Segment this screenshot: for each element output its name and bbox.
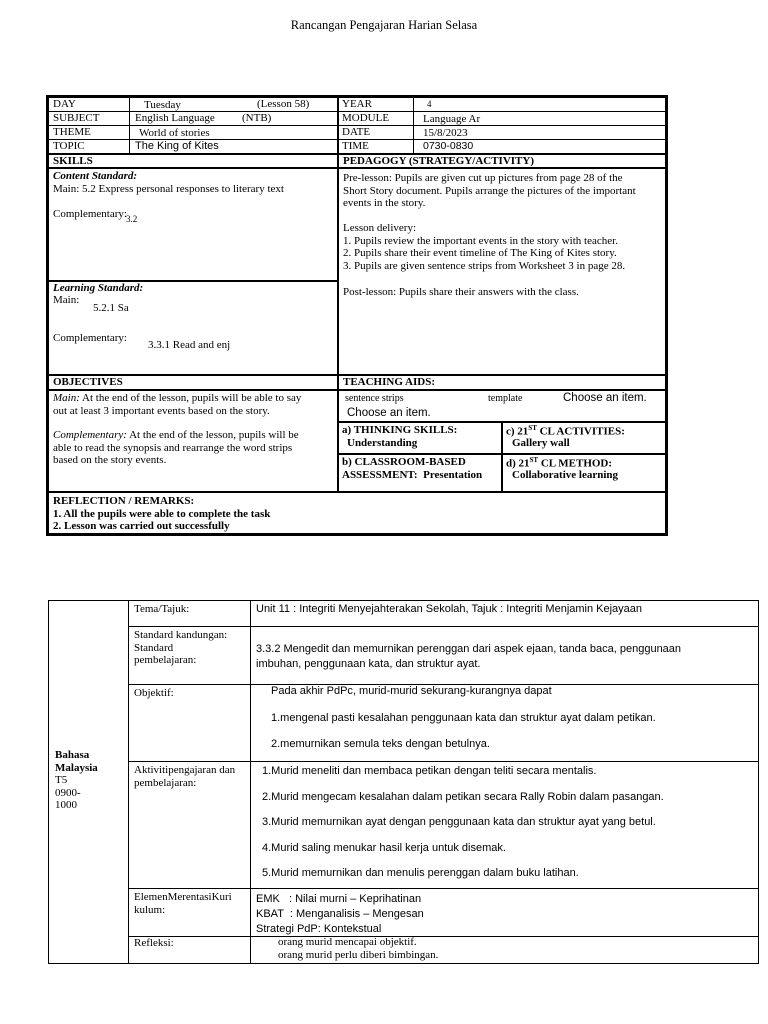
learning-standard-label: Learning Standard:: [53, 282, 144, 294]
choose-item-dropdown-2[interactable]: Choose an item.: [347, 407, 431, 419]
objektif-intro: Pada akhir PdPc, murid-murid sekurang-kurangnya dapat: [271, 685, 552, 697]
objective-main-line-1: At the end of the lesson, pupils will be able to say: [79, 392, 302, 404]
lesson-delivery-step-3: 3. Pupils are given sentence strips from Worksheet 3 in page 28.: [343, 259, 626, 272]
aktiviti-item-5: 5.Murid memurnikan dan menulis perenggan dalam buku latihan.: [262, 867, 579, 879]
cl-activities-sup: ST: [528, 424, 537, 432]
date-label: DATE: [342, 126, 371, 138]
reflection-heading: REFLECTION / REMARKS:: [53, 495, 195, 507]
aktiviti-item-4: 4.Murid saling menukar hasil kerja untuk disemak.: [262, 842, 506, 854]
learning-main-value: 5.2.1 Sa: [93, 302, 129, 314]
content-complementary-value: 3.2: [126, 214, 138, 224]
day-value: Tuesday: [144, 99, 181, 111]
cl-method-value[interactable]: Collaborative learning: [512, 469, 619, 481]
objektif-label: Objektif:: [134, 687, 174, 699]
subject-value: English Language: [135, 112, 215, 124]
aktiviti-item-1: 1.Murid meneliti dan membaca petikan dengan teliti secara mentalis.: [262, 765, 597, 777]
standard-label-line-2: Standard: [134, 641, 174, 654]
objective-complementary-line-3: based on the story events.: [53, 454, 167, 466]
standard-value-line-2: imbuhan, penggunaan kata, dan struktur ayat.: [256, 658, 481, 670]
tema-label: Tema/Tajuk:: [134, 603, 190, 615]
lesson-delivery-label: Lesson delivery:: [343, 222, 417, 234]
post-lesson: Post-lesson: Pupils share their answers with the class.: [343, 286, 579, 298]
cl-activities-suffix: CL ACTIVITIES:: [536, 425, 625, 438]
standard-label-line-3: pembelajaran:: [134, 654, 197, 666]
refleksi-line-2: orang murid perlu diberi bimbingan.: [278, 948, 439, 961]
aktiviti-item-3: 3.Murid memurnikan ayat dengan penggunaan kata dan struktur ayat yang betul.: [262, 816, 656, 828]
lesson-delivery-step-1: 1. Pupils review the important events in the story with teacher.: [343, 234, 618, 247]
pedagogy-heading: PEDAGOGY (STRATEGY/ACTIVITY): [343, 155, 534, 167]
choose-item-dropdown-1[interactable]: Choose an item.: [563, 392, 647, 404]
cl-method-sup: ST: [529, 456, 539, 464]
elemen-emk: EMK : Nilai murni – Keprihatinan: [256, 893, 422, 905]
time-value: 0730-0830: [423, 140, 474, 152]
skills-heading: SKILLS: [53, 155, 93, 167]
subject-extra: (NTB): [242, 112, 272, 124]
elemen-label-line-1: ElemenMerentasiKuri: [134, 891, 232, 903]
cl-activities-value[interactable]: Gallery wall: [512, 437, 570, 449]
subject-label: SUBJECT: [53, 112, 100, 124]
cl-activities-heading: [506, 424, 625, 438]
teaching-aid-1[interactable]: sentence strips: [345, 393, 404, 404]
pre-lesson-line-3: events in the story.: [343, 197, 426, 209]
bm-time-line-2: 1000: [55, 799, 77, 811]
content-standard-main: Main: 5.2 Express personal responses to literary text: [53, 183, 284, 195]
bm-subject-line-1: Bahasa: [55, 749, 90, 761]
learning-main-label: Main:: [53, 294, 80, 306]
content-standard-label: Content Standard:: [53, 170, 138, 182]
teaching-aids-heading: TEACHING AIDS:: [343, 376, 435, 388]
reflection-item-2: 2. Lesson was carried out successfully: [53, 520, 230, 532]
tema-value: Unit 11 : Integriti Menyejahterakan Sekolah, Tajuk : Integriti Menjamin Kejayaan: [256, 603, 643, 615]
aktiviti-item-2: 2.Murid mengecam kesalahan dalam petikan secara Rally Robin dalam pasangan.: [262, 791, 664, 803]
cl-method-prefix: d) 21: [506, 457, 530, 470]
date-value: 15/8/2023: [423, 127, 468, 139]
module-value: Language Ar: [423, 113, 481, 125]
pre-lesson-line-2: Short Story document. Pupils arrange the pictures of the important: [343, 184, 636, 197]
cl-activities-prefix: c) 21: [506, 425, 529, 438]
assessment-heading: b) CLASSROOM-BASED: [342, 456, 466, 468]
time-label: TIME: [342, 140, 369, 152]
content-complementary-label: Complementary:: [53, 208, 127, 220]
lesson-delivery-step-2: 2. Pupils share their event timeline of The King of Kites story.: [343, 247, 617, 259]
day-label: DAY: [53, 98, 76, 110]
topic-value: The King of Kites: [135, 140, 219, 152]
objective-main-line-2: out at least 3 important events based on the story.: [53, 404, 270, 417]
theme-value: World of stories: [139, 127, 210, 139]
theme-label: THEME: [53, 126, 91, 138]
pre-lesson-line-1: Pre-lesson: Pupils are given cut up pictures from page 28 of the: [343, 172, 623, 184]
objektif-item-1: 1.mengenal pasti kesalahan penggunaan kata dan struktur ayat dalam petikan.: [271, 712, 656, 724]
objectives-heading: OBJECTIVES: [53, 376, 123, 388]
year-label: YEAR: [342, 98, 372, 110]
refleksi-line-1: orang murid mencapai objektif.: [278, 936, 417, 948]
refleksi-label: Refleksi:: [134, 937, 174, 949]
bm-class: T5: [55, 774, 68, 786]
objective-complementary-label: Complementary:: [53, 429, 127, 441]
objective-complementary-line-1: At the end of the lesson, pupils will be: [126, 429, 299, 441]
reflection-item-1: 1. All the pupils were able to complete the task: [53, 507, 271, 520]
teaching-aid-2[interactable]: template: [488, 393, 523, 404]
aktiviti-label-line-2: pembelajaran:: [134, 776, 197, 789]
standard-value-line-1: 3.3.2 Mengedit dan memurnikan perenggan dari aspek ejaan, tanda baca, penggunaan: [256, 643, 682, 655]
learning-complementary-label: Complementary:: [53, 332, 127, 344]
module-label: MODULE: [342, 112, 390, 124]
elemen-strategi: Strategi PdP: Kontekstual: [256, 923, 382, 935]
cl-method-heading: [506, 456, 612, 470]
learning-complementary-value: 3.3.1 Read and enj: [148, 339, 231, 351]
objektif-item-2: 2.memurnikan semula teks dengan betulnya.: [271, 738, 490, 750]
assessment-label: ASSESSMENT:: [342, 469, 418, 481]
cl-method-suffix: CL METHOD:: [538, 457, 613, 470]
objective-complementary-line-2: able to read the synopsis and rearrange the word strips: [53, 441, 293, 454]
lesson-plan-table: [46, 95, 668, 536]
thinking-skills-value[interactable]: Understanding: [347, 437, 418, 449]
elemen-label-line-2: kulum:: [134, 903, 166, 916]
lesson-number: (Lesson 58): [257, 98, 310, 110]
bahasa-malaysia-table: [48, 600, 759, 964]
topic-label: TOPIC: [53, 140, 85, 152]
bm-subject-line-2: Malaysia: [55, 761, 98, 774]
thinking-skills-heading: a) THINKING SKILLS:: [342, 424, 458, 436]
elemen-kbat: KBAT : Menganalisis – Mengesan: [256, 908, 424, 920]
objective-main-label: Main:: [53, 392, 80, 404]
bm-time-line-1: 0900-: [55, 786, 81, 799]
aktiviti-label-line-1: Aktivitipengajaran dan: [134, 764, 236, 776]
page-title: Rancangan Pengajaran Harian Selasa: [290, 18, 478, 32]
standard-label-line-1: Standard kandungan:: [134, 629, 228, 641]
year-value: 4: [427, 99, 432, 109]
assessment-value[interactable]: Presentation: [423, 469, 483, 481]
